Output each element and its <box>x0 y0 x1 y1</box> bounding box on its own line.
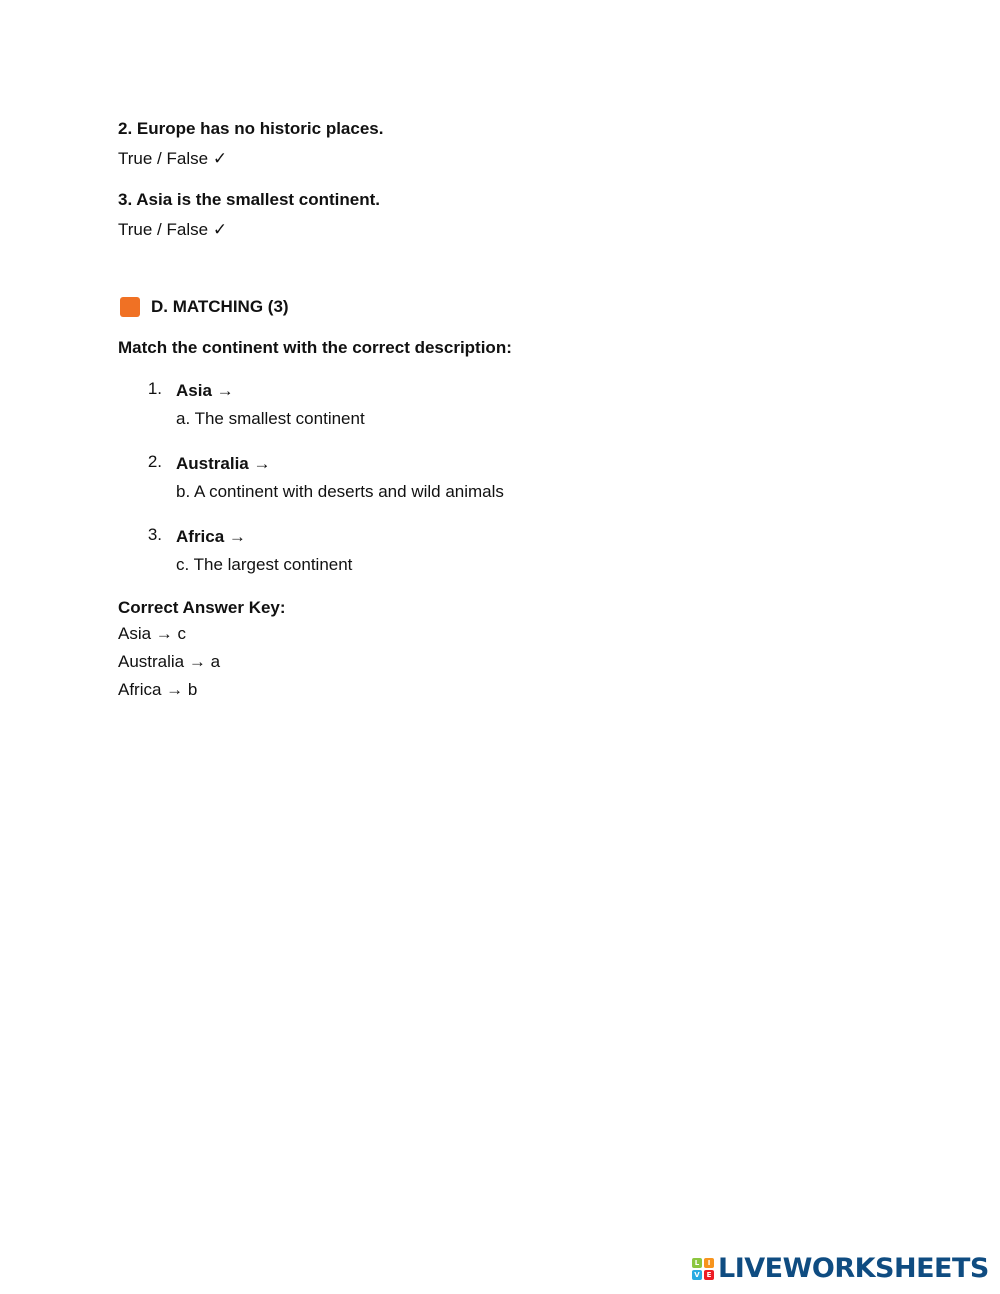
question-answer <box>118 147 878 171</box>
question-answer <box>118 218 878 242</box>
section-heading-text: D. MATCHING (3) <box>151 297 289 316</box>
section-heading <box>118 295 878 319</box>
item-term: Australia <box>176 454 249 473</box>
question-3 <box>118 188 878 242</box>
list-item <box>118 450 878 506</box>
matching-list <box>118 377 878 579</box>
item-term: Africa <box>176 527 225 546</box>
checkmark-icon: ✓ <box>212 149 228 168</box>
item-number: 3. <box>147 525 162 544</box>
answer-key-line: Africa → b <box>118 680 198 699</box>
checkmark-icon: ✓ <box>212 220 228 239</box>
arrow-icon: → <box>253 454 271 473</box>
arrow-icon: → <box>228 527 246 546</box>
item-description: b. A continent with deserts and wild animals <box>176 482 504 501</box>
answer-key-title: Correct Answer Key: <box>118 598 286 617</box>
answer-key-line: Australia → a <box>118 652 221 671</box>
question-2 <box>118 117 878 171</box>
item-body <box>176 523 352 579</box>
item-body <box>176 377 365 433</box>
question-title: 3. Asia is the smallest continent. <box>118 190 381 209</box>
list-item <box>118 377 878 433</box>
worksheet-page <box>118 117 878 704</box>
orange-square-icon <box>120 297 140 317</box>
section-instruction: Match the continent with the correct description: <box>118 338 512 357</box>
item-number: 2. <box>147 452 162 471</box>
item-body <box>176 450 504 506</box>
answer-options: True / False <box>118 149 209 168</box>
item-number: 1. <box>147 379 162 398</box>
list-item <box>118 523 878 579</box>
logo-text: LIVEWORKSHEETS <box>718 1253 989 1284</box>
logo-mark-icon: L I V E <box>692 1258 714 1280</box>
item-description: c. The largest continent <box>176 555 353 574</box>
arrow-icon: → <box>216 381 234 400</box>
item-description: a. The smallest continent <box>176 409 365 428</box>
answer-options: True / False <box>118 220 209 239</box>
liveworksheets-logo <box>692 1253 989 1284</box>
question-title: 2. Europe has no historic places. <box>118 119 384 138</box>
item-term: Asia <box>176 381 212 400</box>
answer-key-line: Asia → c <box>118 624 187 643</box>
